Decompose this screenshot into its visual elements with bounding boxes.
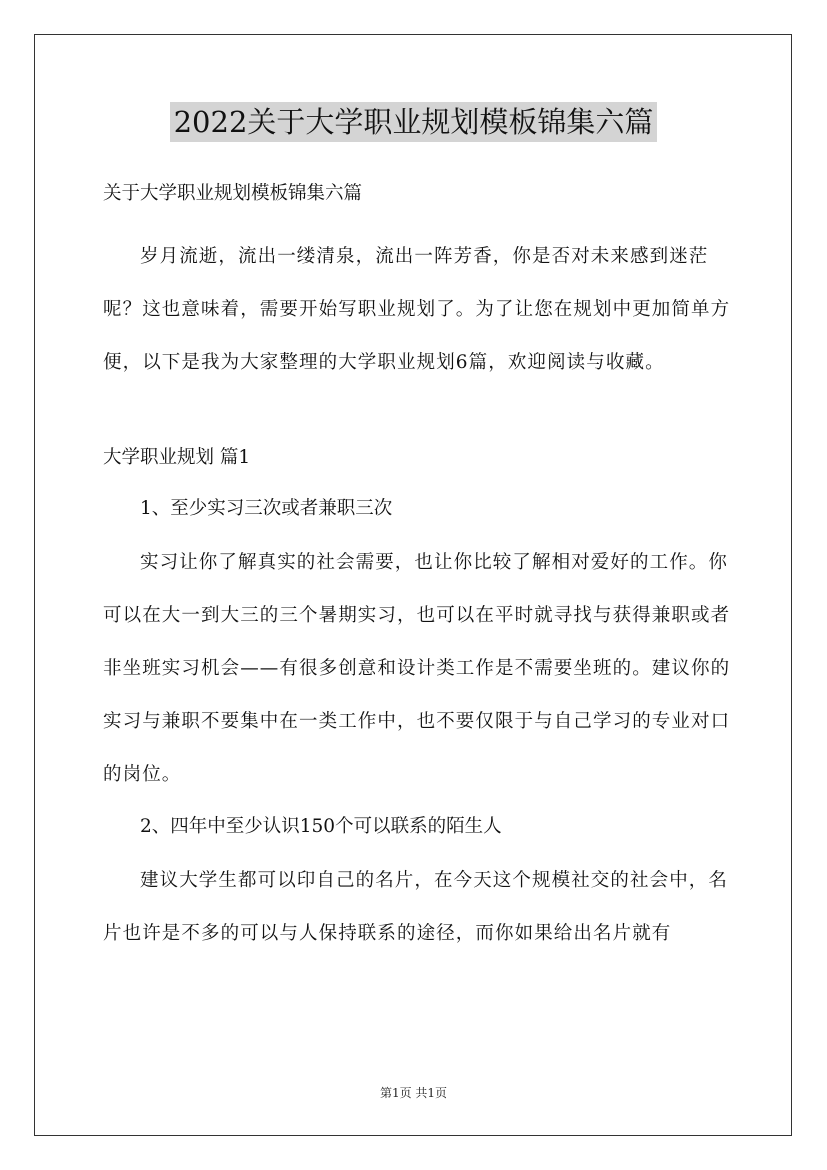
document-subtitle: 关于大学职业规划模板锦集六篇 — [103, 183, 363, 204]
document-title: 2022关于大学职业规划模板锦集六篇 — [170, 102, 658, 142]
page-footer — [0, 1085, 827, 1101]
body-paragraph-1: 实习让你了解真实的社会需要，也让你比较了解相对爱好的工作。你可以在大一到大三的三个暑期实习，也可以在平时就寻找与获得兼职或者非坐班实习机会——有很多创意和设计类工作是不需要坐班的。建议你的实习与兼职不要集中在一类工作中，也不要仅限于与自己学习的专业对口的岗位。 — [103, 552, 731, 785]
section-heading: 大学职业规划 篇1 — [103, 447, 251, 468]
list-item-2: 2、四年中至少认识150个可以联系的陌生人 — [140, 816, 502, 837]
intro-paragraph: 岁月流逝，流出一缕清泉，流出一阵芳香，你是否对未来感到迷茫呢？这也意味着，需要开始写职业规划了。为了让您在规划中更加简单方便，以下是我为大家整理的大学职业规划6篇，欢迎阅读与收藏。 — [103, 246, 731, 373]
document-body — [103, 176, 733, 964]
body-paragraph-2: 建议大学生都可以印自己的名片，在今天这个规模社交的社会中，名片也许是不多的可以与人保持联系的途径，而你如果给出名片就有 — [103, 870, 729, 944]
page-number: 第1页 共1页 — [379, 1086, 448, 1100]
list-item-1: 1、至少实习三次或者兼职三次 — [140, 498, 393, 519]
title-container — [0, 102, 827, 142]
